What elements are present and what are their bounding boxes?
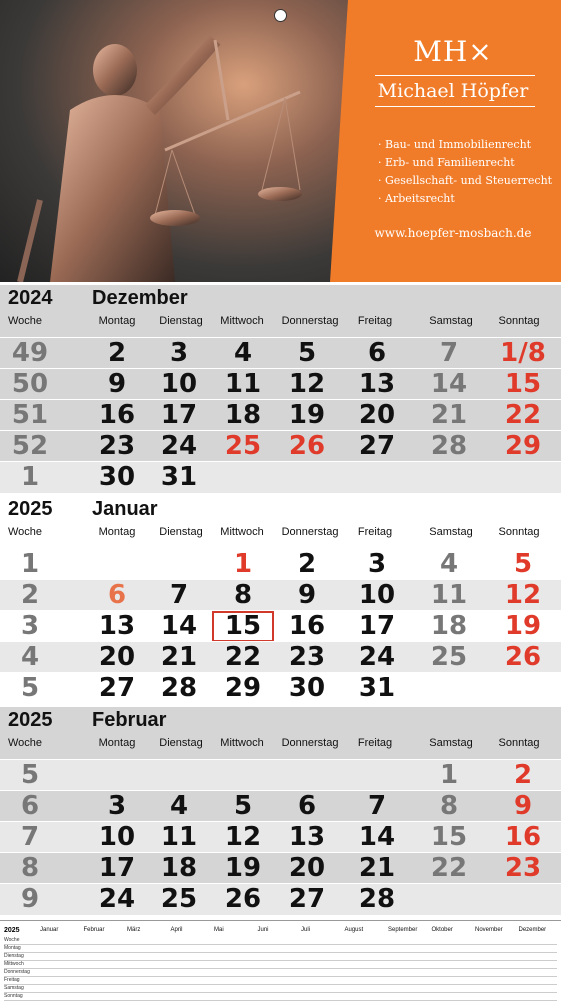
weekday-header: Freitag — [357, 315, 393, 327]
calendar-header — [0, 0, 561, 282]
year-overview-row: Freitag — [4, 977, 557, 985]
weekday-header: Sonntag — [498, 526, 540, 538]
year-overview-row: Mittwoch — [4, 961, 557, 969]
website-link[interactable]: www.hoepfer-mosbach.de — [374, 226, 532, 240]
day-cell[interactable]: 4 — [169, 791, 189, 821]
day-cell[interactable]: 8 — [439, 791, 459, 821]
day-cell[interactable]: 15 — [212, 611, 274, 642]
weekday-header: Dienstag — [159, 526, 203, 538]
weekday-header: Mittwoch — [220, 737, 264, 749]
day-cell[interactable]: 6 — [297, 791, 317, 821]
day-cell[interactable]: 10 — [160, 369, 198, 399]
day-cell[interactable]: 12 — [288, 369, 326, 399]
day-cell[interactable]: 10 — [358, 580, 396, 610]
week-row — [0, 852, 561, 884]
day-cell[interactable]: 4 — [233, 338, 253, 368]
year-overview-month: Juli — [301, 927, 311, 933]
year-overview-month: Juni — [257, 927, 269, 933]
day-cell[interactable]: 15 — [504, 369, 542, 399]
day-cell[interactable]: 9 — [513, 791, 533, 821]
weekday-header: Dienstag — [159, 737, 203, 749]
month-title-bar — [0, 285, 561, 337]
day-cell[interactable]: 11 — [224, 369, 262, 399]
month-name: Januar — [92, 498, 158, 520]
week-row — [0, 399, 561, 431]
day-cell[interactable]: 26 — [224, 884, 262, 914]
week-number: 50 — [11, 369, 49, 399]
week-number: 5 — [20, 760, 40, 790]
year-overview-month: Oktober — [431, 927, 453, 933]
day-cell[interactable]: 25 — [224, 431, 262, 461]
weekday-header: Montag — [98, 526, 136, 538]
day-cell[interactable]: 21 — [358, 853, 396, 883]
day-cell[interactable]: 26 — [288, 431, 326, 461]
weekday-header: Samstag — [429, 737, 473, 749]
year-overview-row: Woche — [4, 937, 557, 945]
day-cell[interactable]: 24 — [160, 431, 198, 461]
year-overview-month: September — [388, 927, 418, 933]
day-cell[interactable]: 2 — [107, 338, 127, 368]
brand-logo: MH× — [413, 35, 493, 68]
day-cell[interactable]: 11 — [160, 822, 198, 852]
week-number: 2 — [20, 580, 40, 610]
day-cell[interactable]: 5 — [297, 338, 317, 368]
week-row — [0, 790, 561, 822]
weekday-header: Mittwoch — [220, 526, 264, 538]
month-section — [0, 285, 561, 495]
year-overview-row: Donnerstag — [4, 969, 557, 977]
day-cell[interactable]: 22 — [504, 400, 542, 430]
year-overview-month: Dezember — [518, 927, 547, 933]
day-cell[interactable]: 22 — [430, 853, 468, 883]
week-number: 51 — [11, 400, 49, 430]
week-row — [0, 461, 561, 493]
week-number: 7 — [20, 822, 40, 852]
day-cell[interactable]: 31 — [160, 462, 198, 492]
weekday-header: Samstag — [429, 315, 473, 327]
day-cell[interactable]: 31 — [358, 673, 396, 703]
day-cell[interactable]: 17 — [98, 853, 136, 883]
day-cell[interactable]: 20 — [358, 400, 396, 430]
year-overview-month: November — [475, 927, 503, 933]
week-header: Woche — [8, 315, 43, 327]
day-cell[interactable]: 20 — [98, 642, 136, 672]
day-cell[interactable]: 20 — [288, 853, 326, 883]
month-year: 2025 — [8, 709, 53, 731]
month-name: Dezember — [92, 287, 188, 309]
day-cell[interactable]: 25 — [160, 884, 198, 914]
day-cell[interactable]: 3 — [367, 549, 387, 579]
day-cell[interactable]: 14 — [358, 822, 396, 852]
day-cell[interactable]: 18 — [224, 400, 262, 430]
week-number: 49 — [11, 338, 49, 368]
month-section — [0, 496, 561, 706]
day-cell[interactable]: 24 — [98, 884, 136, 914]
divider — [375, 75, 535, 76]
day-cell[interactable]: 29 — [224, 673, 262, 703]
day-cell[interactable]: 12 — [504, 580, 542, 610]
week-row — [0, 641, 561, 673]
day-cell[interactable]: 7 — [367, 791, 387, 821]
day-cell[interactable]: 7 — [439, 338, 459, 368]
justitia-photo — [0, 0, 348, 282]
day-cell[interactable]: 23 — [288, 642, 326, 672]
day-cell[interactable]: 14 — [160, 611, 198, 641]
weekday-header: Donnerstag — [281, 315, 339, 327]
week-number: 5 — [20, 673, 40, 703]
day-cell[interactable]: 14 — [430, 369, 468, 399]
service-item: · Bau- und Immobilienrecht — [378, 138, 532, 151]
day-cell[interactable]: 2 — [513, 760, 533, 790]
week-header: Woche — [8, 526, 43, 538]
day-cell[interactable]: 18 — [430, 611, 468, 641]
weekday-header: Dienstag — [159, 315, 203, 327]
divider — [375, 106, 535, 107]
day-cell[interactable]: 13 — [98, 611, 136, 641]
day-cell[interactable]: 28 — [358, 884, 396, 914]
day-cell[interactable]: 28 — [430, 431, 468, 461]
day-cell[interactable]: 9 — [297, 580, 317, 610]
week-row — [0, 821, 561, 853]
month-title-bar — [0, 496, 561, 548]
brand-name: Michael Höpfer — [377, 80, 529, 102]
day-cell[interactable]: 1 — [439, 760, 459, 790]
day-cell[interactable]: 10 — [98, 822, 136, 852]
day-cell[interactable]: 3 — [107, 791, 127, 821]
week-header: Woche — [8, 737, 43, 749]
week-row — [0, 672, 561, 704]
week-row — [0, 430, 561, 462]
weekday-header: Samstag — [429, 526, 473, 538]
week-number: 3 — [20, 611, 40, 641]
year-overview-month: Mai — [214, 927, 224, 933]
weekday-header: Mittwoch — [220, 315, 264, 327]
day-cell[interactable]: 13 — [288, 822, 326, 852]
week-number: 52 — [11, 431, 49, 461]
week-number: 9 — [20, 884, 40, 914]
year-overview-month: April — [170, 927, 183, 933]
week-number: 8 — [20, 853, 40, 883]
service-list — [378, 136, 552, 208]
day-cell[interactable]: 5 — [233, 791, 253, 821]
day-cell[interactable]: 30 — [98, 462, 136, 492]
month-year: 2024 — [8, 287, 53, 309]
day-cell[interactable]: 22 — [224, 642, 262, 672]
day-cell[interactable]: 9 — [107, 369, 127, 399]
day-cell[interactable]: 26 — [504, 642, 542, 672]
weekday-header: Donnerstag — [281, 526, 339, 538]
week-number: 1 — [20, 462, 40, 492]
week-number: 1 — [20, 549, 40, 579]
hanger-hole — [274, 9, 287, 22]
day-cell[interactable]: 15 — [430, 822, 468, 852]
week-number: 4 — [20, 642, 40, 672]
day-cell[interactable]: 23 — [98, 431, 136, 461]
year-overview-row: Montag — [4, 945, 557, 953]
year-overview-year: 2025 — [4, 927, 20, 934]
day-cell[interactable]: 19 — [504, 611, 542, 641]
day-cell[interactable]: 3 — [169, 338, 189, 368]
day-cell[interactable]: 19 — [288, 400, 326, 430]
year-overview-row: Dienstag — [4, 953, 557, 961]
weekday-header: Freitag — [357, 526, 393, 538]
day-cell[interactable]: 13 — [358, 369, 396, 399]
day-cell[interactable]: 18 — [160, 853, 198, 883]
month-year: 2025 — [8, 498, 53, 520]
day-cell[interactable]: 24 — [358, 642, 396, 672]
day-cell[interactable]: 27 — [288, 884, 326, 914]
day-cell[interactable]: 1/8 — [500, 338, 546, 368]
day-cell[interactable]: 29 — [504, 431, 542, 461]
month-title-bar — [0, 707, 561, 759]
day-cell[interactable]: 17 — [160, 400, 198, 430]
day-cell[interactable]: 2 — [297, 549, 317, 579]
week-row — [0, 548, 561, 580]
month-name: Februar — [92, 709, 167, 731]
day-cell[interactable]: 19 — [224, 853, 262, 883]
year-overview-row: Sonntag — [4, 993, 557, 1001]
weekday-header: Sonntag — [498, 315, 540, 327]
day-cell[interactable]: 27 — [98, 673, 136, 703]
service-item: · Arbeitsrecht — [378, 192, 455, 205]
day-cell[interactable]: 1 — [233, 549, 253, 579]
weekday-header: Sonntag — [498, 737, 540, 749]
day-cell[interactable]: 4 — [439, 549, 459, 579]
day-cell[interactable]: 16 — [288, 611, 326, 641]
week-row — [0, 759, 561, 791]
weekday-header: Montag — [98, 315, 136, 327]
weekday-header: Donnerstag — [281, 737, 339, 749]
year-overview — [0, 920, 561, 1001]
day-cell[interactable]: 30 — [288, 673, 326, 703]
year-overview-row: Samstag — [4, 985, 557, 993]
day-cell[interactable]: 28 — [160, 673, 198, 703]
week-row — [0, 368, 561, 400]
week-number: 6 — [20, 791, 40, 821]
service-item: · Gesellschaft- und Steuerrecht — [378, 174, 553, 187]
year-overview-month: Januar — [40, 927, 59, 933]
year-overview-month: August — [344, 927, 364, 933]
day-cell[interactable]: 6 — [107, 580, 127, 610]
day-cell[interactable]: 11 — [430, 580, 468, 610]
week-row — [0, 610, 561, 642]
weekday-header: Freitag — [357, 737, 393, 749]
day-cell[interactable]: 5 — [513, 549, 533, 579]
week-row — [0, 337, 561, 369]
day-cell[interactable]: 6 — [367, 338, 387, 368]
day-cell[interactable]: 16 — [504, 822, 542, 852]
service-item: · Erb- und Familienrecht — [378, 156, 515, 169]
day-cell[interactable]: 27 — [358, 431, 396, 461]
weekday-header: Montag — [98, 737, 136, 749]
month-section — [0, 707, 561, 917]
day-cell[interactable]: 23 — [504, 853, 542, 883]
year-overview-month: Februar — [83, 927, 105, 933]
day-cell[interactable]: 21 — [430, 400, 468, 430]
day-cell[interactable]: 21 — [160, 642, 198, 672]
day-cell[interactable]: 12 — [224, 822, 262, 852]
year-overview-month: März — [127, 927, 141, 933]
day-cell[interactable]: 8 — [233, 580, 253, 610]
day-cell[interactable]: 17 — [358, 611, 396, 641]
day-cell[interactable]: 16 — [98, 400, 136, 430]
week-row — [0, 579, 561, 611]
week-row — [0, 883, 561, 915]
day-cell[interactable]: 25 — [430, 642, 468, 672]
day-cell[interactable]: 7 — [169, 580, 189, 610]
